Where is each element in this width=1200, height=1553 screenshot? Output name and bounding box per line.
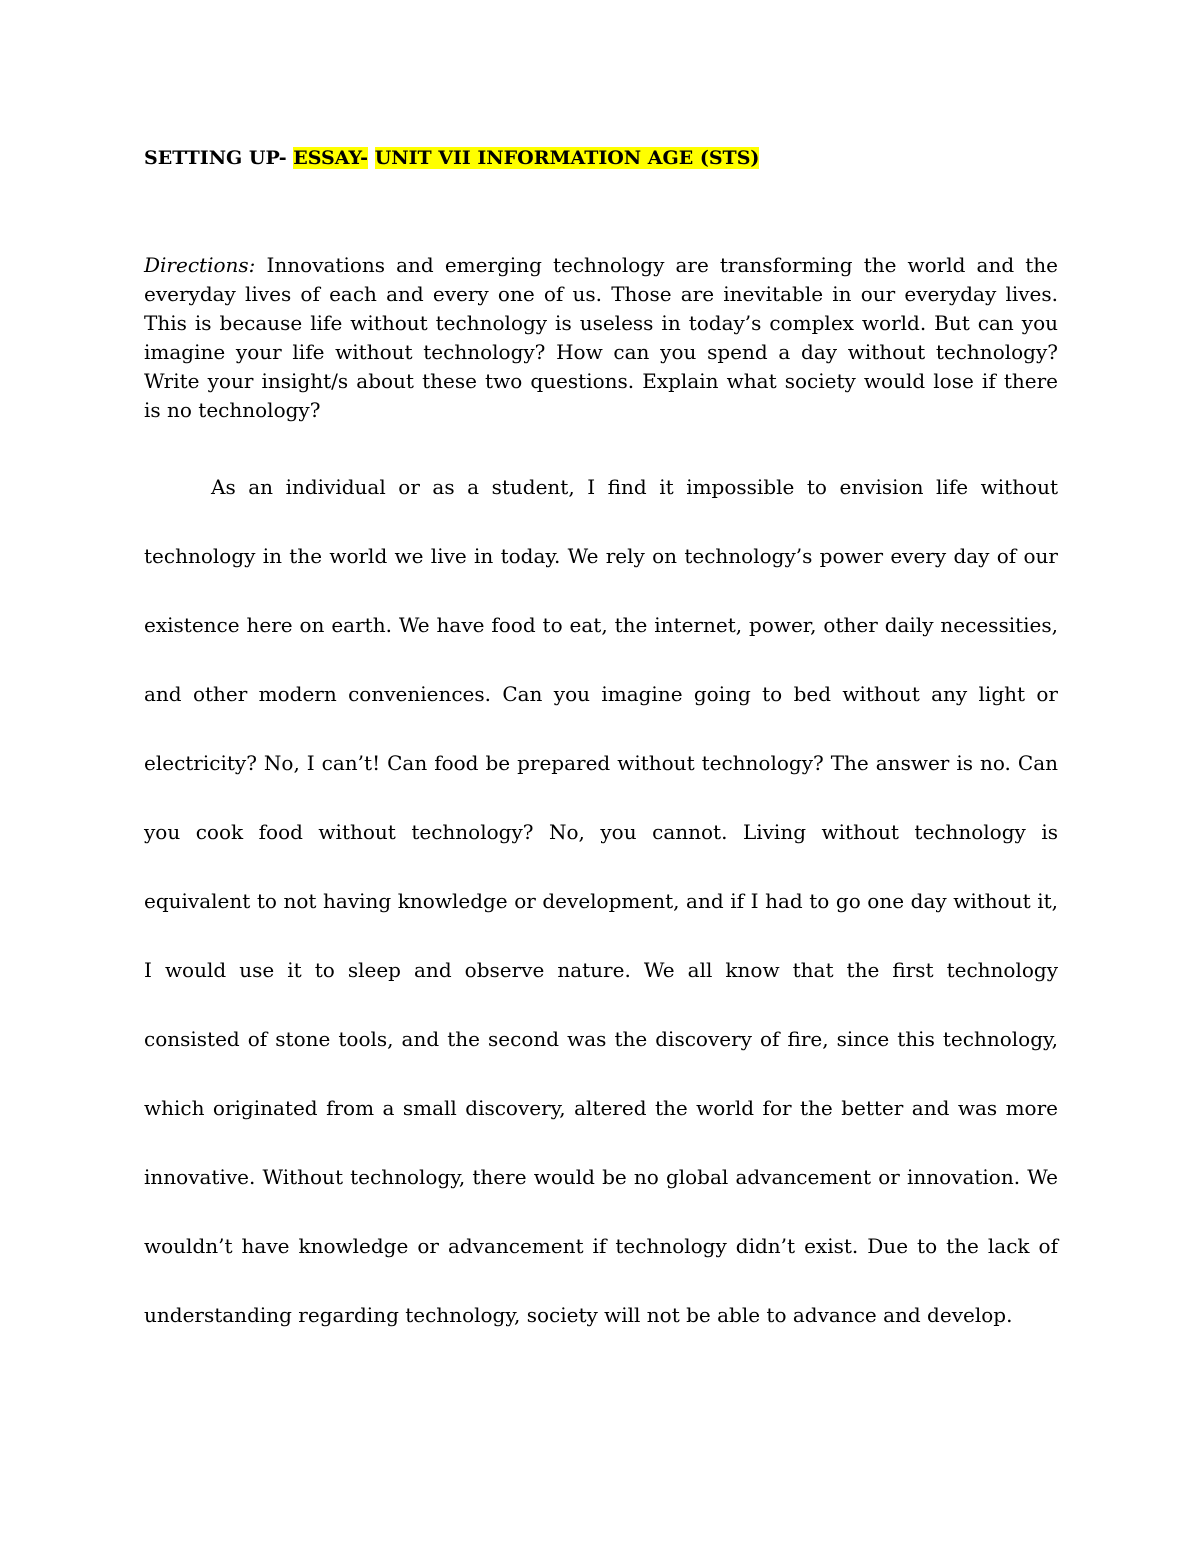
page-title: [144, 144, 1064, 172]
essay-body: As an individual or as a student, I find it impossible to envision life without technology in the world we live in today. We rely on technology’s power every day of our existence here on earth. We have food to eat, the internet, power, other daily necessities, and other modern conveniences. Can you imagine going to bed without any light or electricity? No, I can’t! Can food be prepared without technology? The answer is no. Can you cook food without technology? No, you cannot. Living without technology is equivalent to not having knowledge or development, and if I had to go one day without it, I would use it to sleep and observe nature. We all know that the first technology consisted of stone tools, and the second was the discovery of fire, since this technology, which originated from a small discovery, altered the world for the better and was more innovative. Without technology, there would be no global advancement or innovation. We wouldn’t have knowledge or advancement if technology didn’t exist. Due to the lack of understanding regarding technology, society will not be able to advance and develop.: [144, 475, 1058, 1327]
title-prefix: SETTING UP-: [144, 147, 294, 169]
title-highlight-unit: UNIT VII INFORMATION AGE (STS): [374, 147, 760, 169]
directions-text: Innovations and emerging technology are transforming the world and the everyday lives of each and every one of us. Those are inevitable in our everyday lives. This is because life without technology is useless in today’s complex world. But can you imagine your life without technology? How can you spend a day without technology? Write your insight/s about these two questions. Explain what society would lose if there is no technology?: [144, 253, 1059, 422]
title-highlight-essay: ESSAY-: [293, 147, 369, 169]
directions-label: Directions:: [144, 253, 256, 277]
directions-paragraph: [144, 251, 1058, 425]
